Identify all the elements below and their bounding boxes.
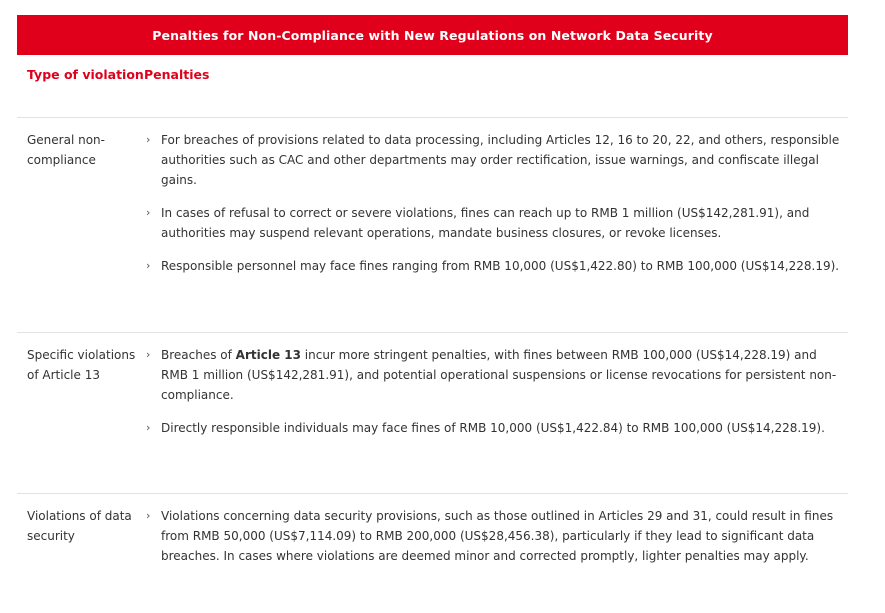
chevron-right-icon: › xyxy=(146,509,151,522)
chevron-right-icon: › xyxy=(146,133,151,146)
table-title: Penalties for Non-Compliance with New Regulations on Network Data Security xyxy=(17,15,848,55)
penalty-item xyxy=(144,506,840,566)
penalty-text-prefix: Breaches of xyxy=(161,348,236,362)
penalty-item xyxy=(144,256,840,276)
penalties-cell xyxy=(144,118,848,332)
table-header-row xyxy=(17,55,848,118)
penalties-cell xyxy=(144,333,848,493)
violation-type-cell: General non-compliance xyxy=(27,133,105,167)
header-penalties: Penalties xyxy=(144,67,210,82)
chevron-right-icon: › xyxy=(146,421,151,434)
chevron-right-icon: › xyxy=(146,348,151,361)
penalty-item xyxy=(144,345,840,405)
penalty-text xyxy=(161,345,840,405)
table-row xyxy=(17,118,848,333)
violation-type-cell: Specific violations of Article 13 xyxy=(27,348,136,382)
penalties-table xyxy=(17,15,848,604)
violation-type-cell: Violations of data security xyxy=(27,509,132,543)
article-13-emphasis: Article 13 xyxy=(235,348,301,362)
header-type-of-violation: Type of violation xyxy=(27,67,144,82)
table-row xyxy=(17,333,848,494)
chevron-right-icon: › xyxy=(146,259,151,272)
penalty-text-suffix: incur more stringent penalties, with fines between RMB 100,000 (US$14,228.19) and RMB 1 million (US$142,281.91), and potential operational suspensions or license revocations for persistent non-compliance. xyxy=(161,348,837,402)
penalty-item xyxy=(144,418,840,438)
penalty-text: Responsible personnel may face fines ranging from RMB 10,000 (US$1,422.80) to RMB 100,000 (US$14,228.19). xyxy=(161,259,840,273)
penalty-text: Violations concerning data security provisions, such as those outlined in Articles 29 and 31, could result in fines from RMB 50,000 (US$7,114.09) to RMB 200,000 (US$28,456.38), particularly if they lead to significant data breaches. In cases where violations are deemed minor and corrected promptly, lighter penalties may apply. xyxy=(161,509,834,563)
penalty-item xyxy=(144,130,840,190)
penalties-cell xyxy=(144,494,848,604)
table-row xyxy=(17,494,848,604)
penalty-text: In cases of refusal to correct or severe violations, fines can reach up to RMB 1 million (US$142,281.91), and authorities may suspend relevant operations, mandate business closures, or revoke licenses. xyxy=(161,206,810,240)
penalty-text: Directly responsible individuals may face fines of RMB 10,000 (US$1,422.84) to RMB 100,000 (US$14,228.19). xyxy=(161,421,825,435)
penalty-text: For breaches of provisions related to data processing, including Articles 12, 16 to 20, 22, and others, responsible authorities such as CAC and other departments may order rectification, issue warnings, and confiscate illegal gains. xyxy=(161,133,840,187)
chevron-right-icon: › xyxy=(146,206,151,219)
penalty-item xyxy=(144,203,840,243)
